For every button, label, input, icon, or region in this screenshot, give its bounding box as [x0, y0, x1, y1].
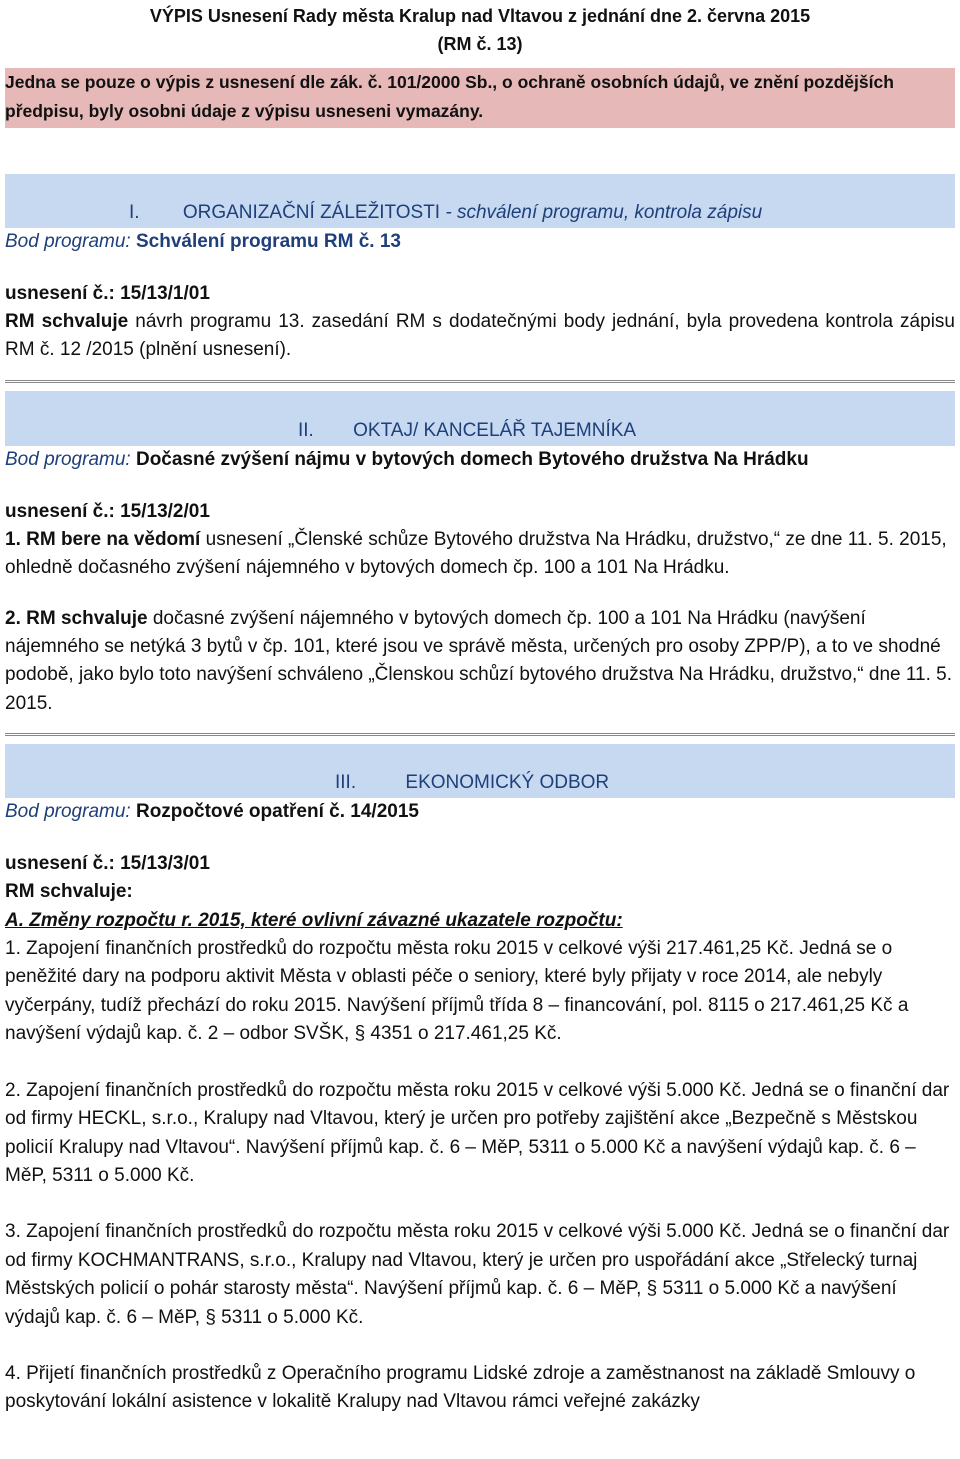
- budget-item-3: 3. Zapojení finančních prostředků do rozpočtu města roku 2015 v celkové výši 5.000 Kč. Jedná se o finanční dar od firmy KOCHMANTRANS, s.r.o., Kralupy nad Vltavou, který je určen pro uspořádání akce „Střelecký turnaj Městských policií o pohár starosty města“. Navýšení příjmů kap. č. 6 – MěP, § 5311 o 5.000 Kč a navýšení výdajů kap. č. 6 – MěP, § 5311 o 5.000 Kč.: [5, 1221, 950, 1328]
- agenda-prefix: Bod programu:: [5, 801, 131, 823]
- section-3-approves: RM schvaluje:: [5, 881, 133, 903]
- section-2-agenda-item: [5, 446, 955, 474]
- section-1-title-suffix: - schválení programu, kontrola zápisu: [445, 202, 763, 223]
- resolution-verb: RM schvaluje: [5, 311, 129, 332]
- budget-item-2: 2. Zapojení finančních prostředků do rozpočtu města roku 2015 v celkové výši 5.000 Kč. Jedná se o finanční dar od firmy HECKL, s.r.o., Kralupy nad Vltavou, který je určen pro potřeby zajištění akce „Bezpečně s Městskou policií Kralupy nad Vltavou“. Navýšení příjmů kap. č. 6 – MěP, 5311 o 5.000 Kč a navýšení výdajů kap. č. 6 – MěP, 5311 o 5.000 Kč.: [5, 1079, 950, 1186]
- section-2-title: OKTAJ/ KANCELÁŘ TAJEMNÍKA: [353, 419, 637, 441]
- section-3-resolution-number: usnesení č.: 15/13/3/01: [5, 853, 210, 875]
- agenda-value: Schválení programu RM č. 13: [135, 231, 401, 252]
- section-1-agenda-item: [5, 228, 955, 256]
- title-line-1: VÝPIS Usnesení Rady města Kralup nad Vltavou z jednání dne 2. června 2015: [149, 6, 811, 26]
- agenda-value: Dočasné zvýšení nájmu v bytových domech Bytového družstva Na Hrádku: [135, 448, 809, 470]
- privacy-notice: Jedna se pouze o výpis z usnesení dle zák. č. 101/2000 Sb., o ochraně osobních údajů, ve znění pozdějších předpisu, byly osobni údaje z výpisu usneseni vymazány.: [5, 68, 955, 128]
- section-2-header-bar: [5, 391, 955, 446]
- section-1-header-bar: [5, 174, 955, 228]
- section-3-subheading-a: A. Změny rozpočtu r. 2015, které ovlivní závazné ukazatele rozpočtu:: [5, 909, 623, 931]
- section-1-number: I.: [129, 202, 140, 223]
- section-divider: [5, 733, 955, 736]
- budget-item-4: 4. Přijetí finančních prostředků z Operačního programu Lidské zdroje a zaměstnanost na základě Smlouvy o poskytování lokální asistence v lokalitě Kralupy nad Vltavou rámci veřejné zakázky: [5, 1362, 916, 1413]
- title-line-2: (RM č. 13): [437, 34, 523, 54]
- section-3-heading: [5, 772, 955, 794]
- section-divider: [5, 380, 955, 383]
- section-2-number: II.: [298, 419, 314, 441]
- agenda-value: Rozpočtové opatření č. 14/2015: [135, 801, 419, 823]
- section-3-agenda-item: [5, 798, 955, 826]
- section-2-paragraph-1: [5, 526, 955, 583]
- resolution-text: návrh programu 13. zasedání RM s dodatečnými body jednání, byla provedena kontrola zápisu RM č. 12 /2015 (plnění usnesení).: [5, 311, 955, 361]
- section-1-title: ORGANIZAČNÍ ZÁLEŽITOSTI: [182, 202, 441, 223]
- section-1-heading: [5, 202, 955, 224]
- section-2-heading: [5, 420, 955, 442]
- section-1-resolution-number: usnesení č.: 15/13/1/01: [5, 283, 210, 304]
- agenda-prefix: Bod programu:: [5, 231, 131, 252]
- section-3-header-bar: [5, 744, 955, 798]
- budget-item-1: 1. Zapojení finančních prostředků do rozpočtu města roku 2015 v celkové výši 217.461,25 Kč. Jedná se o peněžité dary na podporu aktivit Města v oblasti péče o seniory, které byly přijaty v roce 2014, ale nebyly vyčerpány, tudíž přechází do roku 2015. Navýšení příjmů třída 8 – financování, pol. 8115 o 217.461,25 Kč a navýšení výdajů kap. č. 2 – odbor SVŠK, § 4351 o 217.461,25 Kč.: [5, 938, 909, 1045]
- section-2-paragraph-2: [5, 605, 955, 719]
- resolution-verb: 2. RM schvaluje: [5, 607, 148, 629]
- resolution-text: dočasné zvýšení nájemného v bytových domech čp. 100 a 101 Na Hrádku (navýšení nájemného se netýká 3 bytů v čp. 101, které jsou ve správě města, určených pro osoby ZPP/P), a to ve shodné podobě, jako bylo toto navýšení schváleno „Členskou schůzí bytového družstva Na Hrádku, družstvo,“ dne 11. 5. 2015.: [5, 607, 953, 714]
- agenda-prefix: Bod programu:: [5, 448, 131, 470]
- section-2-resolution-number: usnesení č.: 15/13/2/01: [5, 500, 210, 522]
- resolution-verb: 1. RM bere na vědomí: [5, 528, 201, 550]
- document-title: [5, 0, 955, 58]
- section-3-number: III.: [335, 772, 357, 794]
- section-3-title: EKONOMICKÝ ODBOR: [405, 772, 610, 794]
- resolution-text: usnesení „Členské schůze Bytového družstva Na Hrádku, družstvo,“ ze dne 11. 5. 2015, ohledně dočasného zvýšení nájemného v bytových domech čp. 100 a 101 Na Hrádku.: [5, 528, 947, 579]
- section-1-paragraph: [5, 308, 955, 365]
